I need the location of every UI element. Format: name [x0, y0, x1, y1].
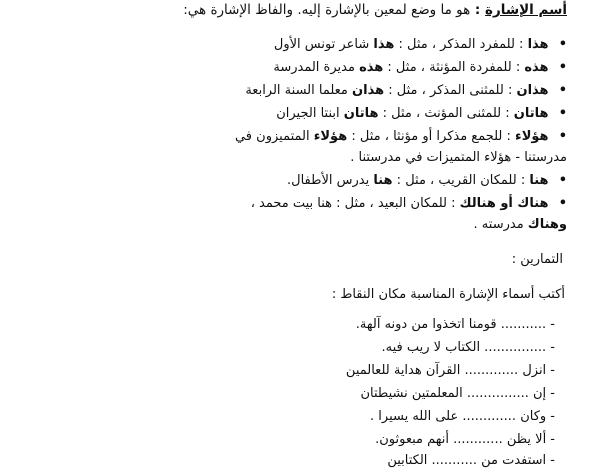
rule-word: هذا: [527, 37, 549, 52]
rule-item: [24, 82, 567, 99]
exercise-text: - وكان ............. على الله يسيرا .: [370, 409, 555, 424]
rule-desc: : للمفردة المؤنثة ، مثل :: [383, 60, 525, 75]
exercise-item: [24, 408, 555, 425]
exercise-text: - انزل ............. القرآن هداية للعالمين: [345, 363, 555, 378]
exercise-item: [24, 452, 555, 469]
exercise-text: - ........... قومنا اتخذوا من دونه آلهة.: [355, 317, 555, 332]
rule-example: مديرة المدرسة: [273, 60, 360, 75]
exercises-instruction-text: أكتب أسماء الإشارة المناسبة مكان النقاط :: [331, 287, 565, 302]
rule-word: هنا: [529, 173, 549, 188]
rule-word: هناك أو هنالك: [459, 196, 549, 211]
exercises-instruction: [24, 286, 565, 303]
definition-separator: :: [470, 2, 486, 18]
rule-word: هذان: [516, 83, 549, 98]
rule-desc: : للمفرد المذكر ، مثل :: [394, 37, 528, 52]
exercise-item: [24, 362, 555, 379]
rule-example: المتميزون في: [234, 129, 314, 144]
exercises-heading: [24, 251, 563, 268]
exercise-item: [24, 431, 555, 448]
rule-example-word: هذان: [352, 83, 385, 98]
rule-item: [24, 105, 567, 122]
rule-example-word: هذه: [359, 60, 384, 75]
exercise-item: [24, 339, 555, 356]
exercises-heading-text: التمارين :: [511, 252, 563, 267]
rule-desc: : للمكان القريب ، مثل :: [392, 173, 530, 188]
exercise-text: - ألا يظن ............ أنهم مبعوثون.: [375, 432, 555, 447]
rule-continuation-word: وهناك: [527, 217, 567, 232]
rule-item: [24, 36, 567, 53]
rule-word: هؤلاء: [515, 129, 549, 144]
rule-continuation-text: مدرستنا - هؤلاء المتميزات في مدرستنا .: [350, 150, 567, 165]
rule-continuation: [24, 216, 567, 233]
rule-desc: : للجمع مذكرا أو مؤنثا ، مثل :: [347, 129, 516, 144]
rule-item: [24, 172, 567, 189]
rule-example: شاعر تونس الأول: [273, 37, 374, 52]
rule-desc: : للمثنى المذكر ، مثل :: [384, 83, 517, 98]
rule-continuation-text: مدرسته .: [473, 217, 528, 232]
exercise-item: [24, 385, 555, 402]
rule-example: معلما السنة الرابعة: [245, 83, 353, 98]
rule-word: هاتان: [513, 106, 549, 121]
rule-example-word: هاتان: [343, 106, 379, 121]
rule-example: ابنتا الجيران: [276, 106, 344, 121]
exercise-item: [24, 316, 555, 333]
exercise-text: - استفدت من ........... الكتابين: [387, 453, 555, 468]
definition-text: هو ما وضع لمعين بالإشارة إليه. والفاظ الإشارة هي:: [183, 2, 471, 18]
rule-example-word: هذا: [373, 37, 395, 52]
definition-line: [24, 2, 567, 19]
rule-item: [24, 128, 567, 145]
rule-continuation: [24, 149, 567, 166]
exercise-text: - ............... الكتاب لا ريب فيه.: [381, 340, 555, 355]
definition-term: أسم الإشارة: [485, 2, 567, 18]
rule-example-word: هؤلاء: [313, 129, 348, 144]
rule-word: هذه: [524, 60, 549, 75]
rule-example: يدرس الأطفال.: [287, 173, 374, 188]
rule-example-word: هنا: [373, 173, 393, 188]
rule-item: [24, 195, 567, 212]
exercise-text: - إن ............... المعلمتين نشيطتان: [360, 386, 555, 401]
rule-desc: : للمكان البعيد ، مثل : هنا بيت محمد ،: [250, 196, 460, 211]
rule-desc: : للمثنى المؤنث ، مثل :: [378, 106, 514, 121]
rule-item: [24, 59, 567, 76]
